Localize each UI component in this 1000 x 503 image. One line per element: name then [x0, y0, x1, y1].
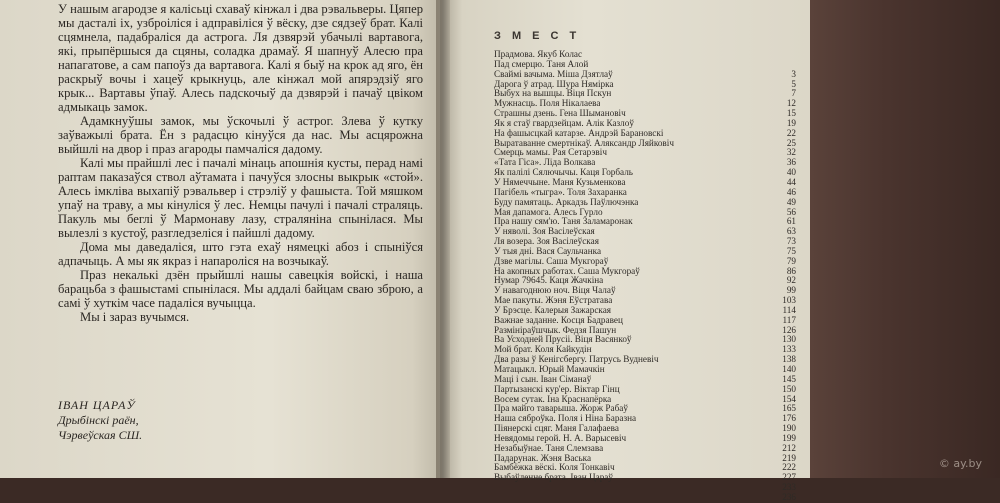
toc-entry-page: 190 [782, 423, 796, 434]
toc-entry-page: 46 [786, 186, 796, 197]
toc-entry [494, 444, 796, 454]
toc-title: З М Е С Т [494, 30, 581, 42]
toc-entry [494, 139, 796, 149]
toc-entry-page: 145 [782, 373, 796, 384]
paragraph: Праз некалькі дзён прыйшлі нашы савецкія войскі, і наша барацьба з фашыстамі спынілася. Мы аддалі байцам сваю зброю, а самі ў хуткім часе падаліся вучыцца. [58, 268, 423, 310]
toc-entry [494, 50, 796, 60]
toc-entry-title: У тыя дні. Вася Саульчанка [494, 246, 602, 256]
toc-entry [494, 424, 796, 434]
toc-entry-title: Прадмова. Якуб Колас [494, 50, 583, 59]
story-text [58, 2, 423, 324]
book-cover-edge [810, 0, 1000, 478]
toc-entry [494, 247, 796, 257]
toc-entry-page: 56 [786, 206, 796, 217]
toc-entry [494, 375, 796, 385]
toc-entry-page: 49 [786, 196, 796, 207]
paragraph: Калі мы прайшлі лес і пачалі мінаць апошнія кусты, перад намі раптам паказаўся ствол аўтамата і пачуўся злосны выкрык «стой». Алесь імкліва выхапіў рэвальвер і стрэліў у фашыста. Той мяшком упаў на траву, а мы кінуліся ў лес. Немцы пачулі і пачалі страляць. Пакуль мы беглі ў Мармонаву лазу, страляніна спынілася. Мы вылезлі з кустоў, разгледзеліся і пайшлі дадому. [58, 156, 423, 240]
toc-entry [494, 276, 796, 286]
toc-entry [494, 385, 796, 395]
toc-entry-title: На акопных работах. Саша Мукгораў [494, 266, 640, 276]
toc-entry-title: Незабыўнае. Таня Слемзава [494, 443, 604, 453]
toc-entry [494, 168, 796, 178]
book-spine [436, 0, 450, 478]
toc-entry-title: Смерць мамы. Рая Сетарэвіч [494, 148, 607, 158]
toc-entry [494, 257, 796, 267]
toc-entry-page: 99 [786, 285, 796, 296]
toc-entry [494, 306, 796, 316]
toc-entry-page: 32 [786, 147, 796, 158]
toc-entry [494, 345, 796, 355]
toc-entry-page: 61 [786, 216, 796, 227]
author-signature [58, 398, 142, 443]
toc-entry-title: Пагібель «тыгра». Толя Захаранка [494, 187, 627, 197]
toc-entry [494, 326, 796, 336]
toc-entry [494, 109, 796, 119]
paragraph: У нашым агародзе я калісьці схаваў кінжал і два рэвальверы. Цяпер мы дасталі іх, узброіліся і адправіліся ў вёску, дзе сядзеў брат. Калі сцямнела, падабраліся да астрога. Ля дзвярэй убачылі вартавога, які, прыпёршыся да сцяны, соладка драмаў. Я шапнуў Алесю пра напагатове, а сам папоўз да вартавога. Калі я быў на крок ад яго, ён раскрыў вочы і хацеў крыкнуць, але кінжал мой апярэдзіў яго крык... Вартавы ўпаў. Алесь падскочыў да дзвярэй і пачаў цвіком адмыкаць замок. [58, 2, 423, 114]
toc-entry-title: Як я стаў гвардзейцам. Алік Казлоў [494, 118, 634, 128]
toc-entry-page: 150 [782, 383, 796, 394]
toc-entry [494, 158, 796, 168]
toc-entry-page: 73 [786, 236, 796, 247]
toc-entry-title: Страшны дзень. Гена Шымановіч [494, 109, 626, 119]
toc-entry-title: Размініраўшчык. Федзя Пашун [494, 325, 617, 335]
toc-entry [494, 178, 796, 188]
toc-entry-title: Падарунак. Жэня Васька [494, 453, 592, 463]
toc-entry-title: Матацыкл. Юрый Мамачкін [494, 365, 605, 374]
toc-entry [494, 89, 796, 99]
toc-entry-page: 199 [782, 432, 796, 443]
toc-entry [494, 227, 796, 237]
toc-entry-page: 138 [782, 354, 796, 365]
toc-entry-title: Невядомы герой. Н. А. Варысевіч [494, 433, 627, 443]
toc-entry [494, 473, 796, 483]
toc-entry-title: Важнае заданне. Косця Бадравец [494, 315, 623, 325]
toc-entry [494, 414, 796, 424]
toc-entry-page: 165 [782, 403, 796, 414]
toc-entry-page: 222 [782, 462, 796, 473]
toc-entry-page: 25 [786, 137, 796, 148]
toc-entry-page: 12 [786, 98, 796, 109]
toc-entry [494, 404, 796, 414]
toc-entry-page: 236 [782, 491, 796, 502]
toc-entry [494, 237, 796, 247]
toc-entry-title: Наша сяброўка. Поля і Ніна Баразна [494, 414, 637, 424]
toc-entry-page: 140 [782, 364, 796, 374]
toc-entry-title: Восем сутак. Іна Краснапёрка [494, 394, 612, 404]
toc-entry-title: Выбаўленне брата. Іван Цараў [494, 473, 613, 483]
toc-entry-title: Ля возера. Зоя Васілеўская [494, 237, 599, 247]
toc-entry-page: 44 [786, 176, 796, 187]
table-of-contents [494, 50, 796, 503]
toc-entry-title: «Тата Гіса». Ліда Волкава [494, 158, 596, 168]
toc-entry [494, 148, 796, 158]
paragraph: Адамкнуўшы замок, мы ўскочылі ў астрог. Злева ў кутку заўважылі брата. Ён з радасцю кінуўся да нас. Мы асцярожна выйшлі на двор і праз агароды памчаліся дадому. [58, 114, 423, 156]
toc-entry-page: 233 [782, 482, 796, 493]
toc-entry-page: 133 [782, 344, 796, 355]
toc-entry-title: Выратаванне смертнікаў. Аляксандр Ляйковіч [494, 138, 674, 148]
toc-entry-title: На фашысцкай катарзе. Андрэй Барановскі [494, 128, 664, 138]
author-name: ІВАН ЦАРАЎ [58, 398, 136, 412]
toc-entry-page: 75 [786, 245, 796, 256]
toc-entry-title: У навагоднюю ноч. Віця Чалаў [494, 286, 616, 296]
toc-entry-page: 114 [782, 304, 796, 315]
toc-entry-title: Пра майго таварыша. Жорж Рабаў [494, 404, 628, 414]
toc-entry-title: Сваймі вачыма. Міша Дзятлаў [494, 69, 613, 79]
toc-entry-page: 22 [786, 127, 796, 138]
toc-entry-page: 126 [782, 324, 796, 335]
paragraph: Дома мы даведаліся, што гэта ехаў нямецкі абоз і спыніўся адпачыць. А мы як якраз і напароліся на возчыкаў. [58, 240, 423, 268]
toc-entry [494, 355, 796, 365]
toc-entry-page: 227 [782, 472, 796, 483]
toc-entry-title: Мой брат. Коля Кайкудін [494, 345, 592, 355]
toc-entry-page: 79 [786, 255, 796, 266]
toc-entry-title: Выбух на вышцы. Віця Пскун [494, 89, 612, 99]
toc-entry-page: 176 [782, 413, 796, 424]
toc-entry-title: Два разы ў Кенігсбергу. Патрусь Вудневіч [494, 355, 659, 365]
toc-entry-page: 40 [786, 167, 796, 178]
toc-entry [494, 99, 796, 109]
toc-entry-page: 130 [782, 334, 796, 345]
toc-entry-title: У Нямеччыне. Маня Кузьменкова [494, 177, 626, 187]
toc-entry-page: 154 [782, 393, 796, 404]
toc-entry-page: 219 [782, 452, 796, 463]
toc-entry [494, 70, 796, 80]
toc-entry-page: 36 [786, 157, 796, 168]
toc-entry [494, 198, 796, 208]
toc-entry [494, 434, 796, 444]
toc-entry [494, 463, 796, 473]
toc-entry-title: Пра нашу сям'ю. Таня Заламаронак [494, 217, 633, 227]
toc-entry-title: Мае пакуты. Жэня Еўстратава [494, 296, 613, 306]
author-district: Дрыбінскі раён, [58, 413, 139, 427]
toc-entry-title: Мужнасць. Поля Нікалаева [494, 99, 601, 109]
toc-entry-page [792, 50, 796, 60]
toc-entry-page: 7 [791, 88, 796, 99]
toc-entry-page: 5 [791, 78, 796, 89]
toc-entry [494, 119, 796, 129]
toc-entry [494, 365, 796, 375]
toc-entry-title: Як палілі Сялючычы. Каця Горбаль [494, 168, 633, 178]
toc-entry-title: Пад смерцю. Таня Алой [494, 59, 589, 69]
toc-entry [494, 286, 796, 296]
toc-entry-title: У Брэсце. Калерыя Зажарская [494, 305, 612, 315]
toc-entry [494, 80, 796, 90]
toc-entry [494, 335, 796, 345]
toc-entry-page: 3 [791, 68, 796, 79]
paragraph: Мы і зараз вучымся. [80, 310, 190, 324]
toc-entry-page: 63 [786, 226, 796, 237]
toc-entry-title: Буду памятаць. Аркадзь Паўлючэнка [494, 197, 639, 207]
toc-entry [494, 129, 796, 139]
toc-entry-page: 103 [782, 295, 796, 306]
toc-extra-page [494, 493, 796, 503]
toc-entry-title: Піянерскі сцяг. Маня Галафаева [494, 424, 619, 434]
toc-entry-page: 19 [786, 117, 796, 128]
toc-entry [494, 217, 796, 227]
toc-entry [494, 188, 796, 198]
toc-entry-page: 117 [782, 314, 796, 325]
toc-entry-title: Мая дапамога. Алесь Гурло [494, 207, 603, 217]
toc-entry-page: 212 [782, 442, 796, 453]
toc-entry-title: У няволі. Зоя Васілеўская [494, 227, 595, 237]
toc-entry-title: Дзве магілы. Саша Мукгораў [494, 256, 609, 266]
toc-extra-page [494, 483, 796, 493]
toc-entry-title: Маці і сын. Іван Сіманаў [494, 374, 592, 384]
toc-entry-page: 15 [786, 108, 796, 119]
toc-entry [494, 395, 796, 405]
toc-entry [494, 316, 796, 326]
toc-entry-page: 86 [786, 265, 796, 276]
toc-entry-title: Нумар 79645. Каця Жачкіна [494, 276, 604, 286]
watermark: © ay.by [938, 457, 982, 470]
toc-entry [494, 60, 796, 70]
toc-entry-title: Партызанскі кур'ер. Віктар Гінц [494, 384, 620, 394]
toc-entry-page: 92 [786, 275, 796, 286]
toc-entry [494, 208, 796, 218]
author-school: Чэрвеўская СШ. [58, 428, 143, 442]
toc-entry-title: Ва Усходней Прусіі. Віця Васянкоў [494, 335, 632, 345]
toc-entry-title: Бамбёжка вёскі. Коля Тонкавіч [494, 463, 615, 473]
toc-entry [494, 454, 796, 464]
toc-entry [494, 267, 796, 277]
toc-entry-title: Дарога ў атрад. Шура Нямірка [494, 79, 614, 89]
toc-entry [494, 296, 796, 306]
